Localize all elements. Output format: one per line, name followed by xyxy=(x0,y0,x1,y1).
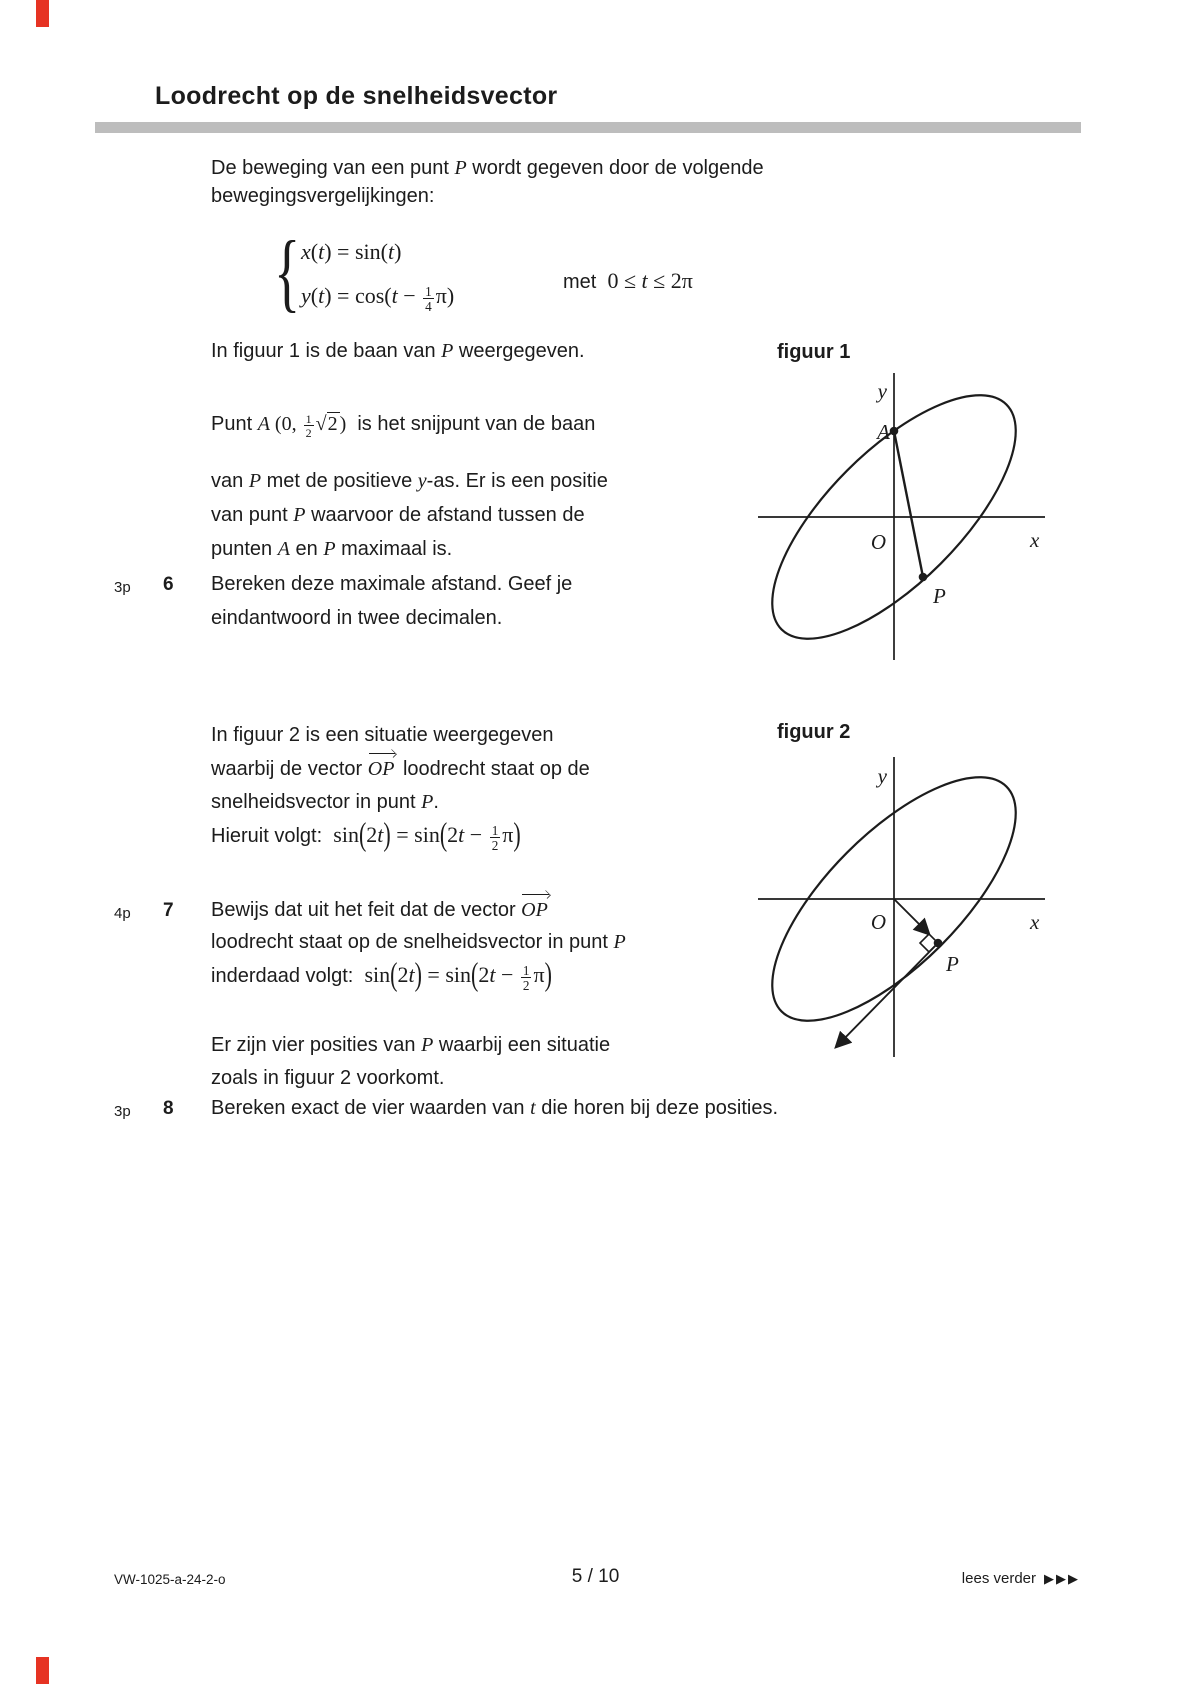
q8-intro-line-1: Er zijn vier posities van P waarbij een situatie xyxy=(211,1034,611,1056)
fig2-velocity-vector xyxy=(836,943,938,1047)
fig2-label-O: O xyxy=(870,910,886,934)
fig2-label-x: x xyxy=(1030,910,1040,934)
q8-intro-line-2: zoals in figuur 2 voorkomt. xyxy=(211,1067,445,1089)
fig2-vector-OP xyxy=(894,899,929,934)
q6-text-line-2: eindantwoord in twee decimalen. xyxy=(211,607,503,629)
q6-intro-line-2: van P met de positieve y-as. Er is een positie xyxy=(211,470,608,492)
fig2-point-P-dot xyxy=(934,939,943,948)
q6-number: 6 xyxy=(163,574,174,595)
fig2-intro-line-2: waarbij de vector OP loodrecht staat op de xyxy=(211,758,590,780)
q8-text-line-1: Bereken exact de vier waarden van t die horen bij deze posities. xyxy=(211,1097,779,1119)
equation-x: x(t) = sin(t) xyxy=(301,239,402,264)
fig1-label-y: y xyxy=(877,379,887,403)
figure2-caption: figuur 2 xyxy=(777,721,851,743)
q7-text-line-1: Bewijs dat uit het feit dat de vector OP xyxy=(211,899,548,921)
fig1-label-x: x xyxy=(1030,528,1040,552)
q6-intro-line-3: van punt P waarvoor de afstand tussen de xyxy=(211,504,585,526)
continue-label: lees verder xyxy=(961,1570,1036,1587)
page-title: Loodrecht op de snelheidsvector xyxy=(155,82,558,110)
title-divider-bar xyxy=(95,122,1081,133)
intro-line-2: bewegingsvergelijkingen: xyxy=(211,185,435,207)
intro-line-1: De beweging van een punt P wordt gegeven door de volgende xyxy=(211,157,764,179)
q7-text-line-2: loodrecht staat op de snelheidsvector in punt P xyxy=(211,931,626,953)
system-brace: { xyxy=(274,224,301,321)
fig1-segment-AP xyxy=(894,431,923,577)
continue-arrows-icon: ▶▶▶ xyxy=(1044,1571,1080,1586)
continue-notice xyxy=(962,1570,1080,1587)
fig1-point-A-dot xyxy=(890,427,899,436)
fig1-label-A: A xyxy=(877,420,890,444)
q6-intro-line-4: punten A en P maximaal is. xyxy=(211,538,453,560)
q7-number: 7 xyxy=(163,900,174,921)
q8-points: 3p xyxy=(114,1103,131,1120)
q7-text-line-3: inderdaad volgt: sin(2t) = sin(2t − $\frac{1}{2}$ π) xyxy=(211,954,552,994)
fig1-label-O: O xyxy=(870,530,886,554)
q6-intro-line-1: Punt A (0, $\frac{1}{2}$ √2 ) is het snijpunt van de baan xyxy=(211,412,596,441)
equation-domain: met 0 ≤ t ≤ 2π xyxy=(563,268,693,293)
fig2-intro-line-1: In figuur 2 is een situatie weergegeven xyxy=(211,724,554,746)
figure1-caption: figuur 1 xyxy=(777,341,851,363)
q6-text-line-1: Bereken deze maximale afstand. Geef je xyxy=(211,573,573,595)
fig2-equation-line: Hieruit volgt: sin(2t) = sin(2t − $\frac{1}{2}$ π) xyxy=(211,814,521,854)
page-number: 5 / 10 xyxy=(571,1566,620,1587)
fig1-point-P-dot xyxy=(919,573,928,582)
exam-code: VW-1025-a-24-2-o xyxy=(114,1572,226,1587)
figure1-reference: In figuur 1 is de baan van P weergegeven. xyxy=(211,340,585,362)
print-color-mark-bottom xyxy=(36,1657,49,1684)
q8-number: 8 xyxy=(163,1098,174,1119)
fig2-label-P: P xyxy=(946,952,959,976)
q7-points: 4p xyxy=(114,905,131,922)
fig1-label-P: P xyxy=(933,584,946,608)
fig2-label-y: y xyxy=(877,764,887,788)
q6-points: 3p xyxy=(114,579,131,596)
figure2-plot xyxy=(700,745,1070,1065)
equation-y: y(t) = cos(t − $\frac{1}{4}$ π) xyxy=(301,283,455,315)
figure1-plot xyxy=(700,365,1070,670)
fig2-intro-line-3: snelheidsvector in punt P. xyxy=(211,791,439,813)
print-color-mark-top xyxy=(36,0,49,27)
